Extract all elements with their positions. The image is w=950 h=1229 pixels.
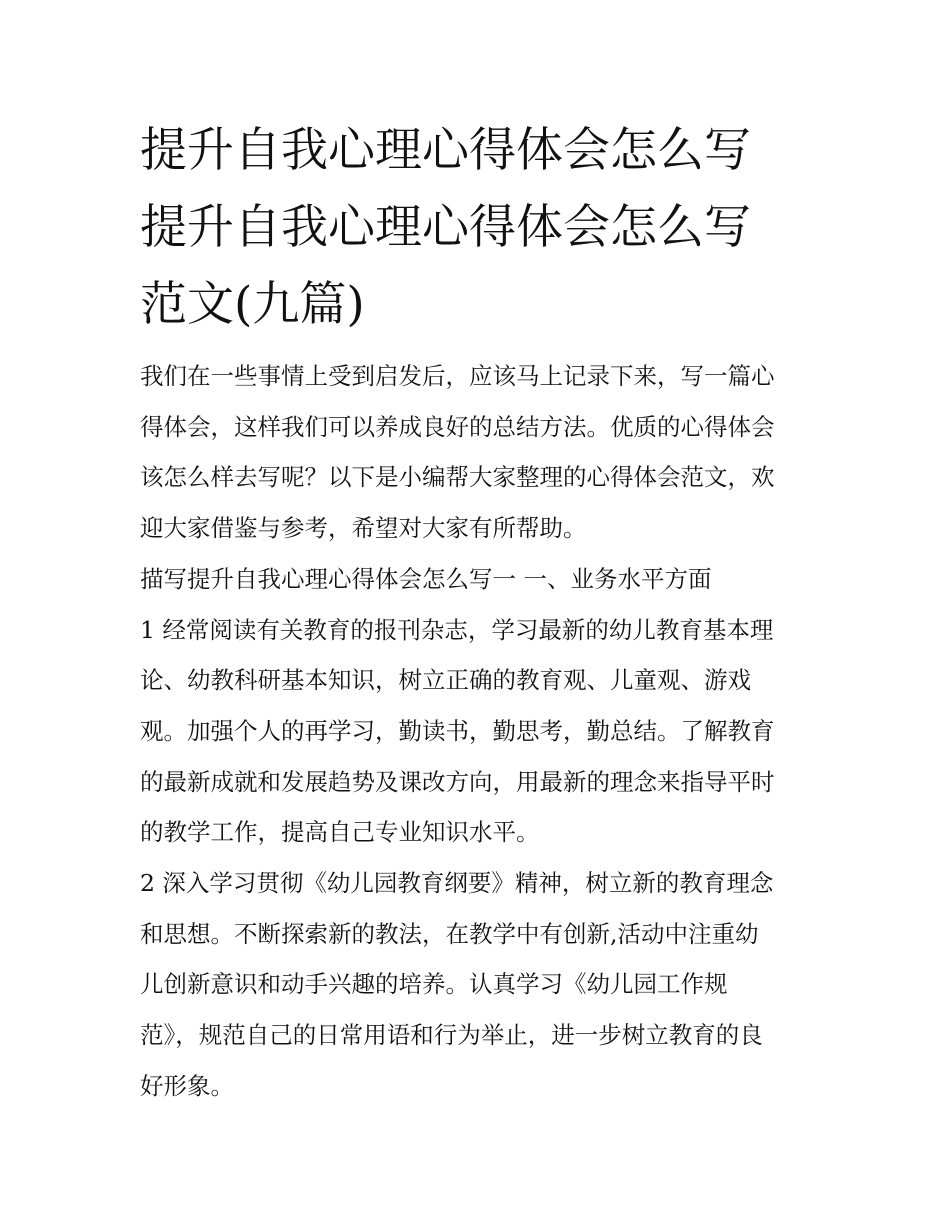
title-line-2: 提升自我心理心得体会怎么写 xyxy=(140,200,751,255)
item-1-line-2: 论、幼教科研基本知识，树立正确的教育观、儿童观、游戏 xyxy=(140,666,751,695)
section-heading-line: 描写提升自我心理心得体会怎么写一 一、业务水平方面 xyxy=(140,564,712,593)
document-body xyxy=(140,351,820,1112)
item-2-line-4: 范》，规范自己的日常用语和行为举止，进一步树立教育的良 xyxy=(140,1021,763,1050)
document-title xyxy=(140,112,820,343)
item-1-line-5: 的教学工作，提高自己专业知识水平。 xyxy=(140,818,540,847)
item-1-line-1: 1 经常阅读有关教育的报刊杂志，学习最新的幼儿教育基本理 xyxy=(140,615,774,644)
title-line-3: 范文(九篇) xyxy=(140,277,365,332)
item-2-line-2: 和思想。不断探索新的教法，在教学中有创新,活动中注重幼 xyxy=(140,919,759,948)
item-2-line-5: 好形象。 xyxy=(140,1071,234,1100)
document-content xyxy=(140,112,820,1112)
item-2-line-1: 2 深入学习贯彻《幼儿园教育纲要》精神，树立新的教育理念 xyxy=(140,869,774,898)
item-1-line-3: 观。加强个人的再学习，勤读书，勤思考，勤总结。了解教育 xyxy=(140,716,775,745)
intro-line-2: 得体会，这样我们可以养成良好的总结方法。优质的心得体会 xyxy=(140,412,775,441)
title-line-1: 提升自我心理心得体会怎么写 xyxy=(140,123,751,178)
intro-line-3: 该怎么样去写呢？以下是小编帮大家整理的心得体会范文，欢 xyxy=(140,463,775,492)
item-1-line-4: 的最新成就和发展趋势及课改方向，用最新的理念来指导平时 xyxy=(140,767,775,796)
item-2-line-3: 儿创新意识和动手兴趣的培养。认真学习《幼儿园工作规 xyxy=(140,970,728,999)
intro-line-1: 我们在一些事情上受到启发后，应该马上记录下来，写一篇心 xyxy=(140,362,775,390)
intro-line-4: 迎大家借鉴与参考，希望对大家有所帮助。 xyxy=(140,514,587,543)
